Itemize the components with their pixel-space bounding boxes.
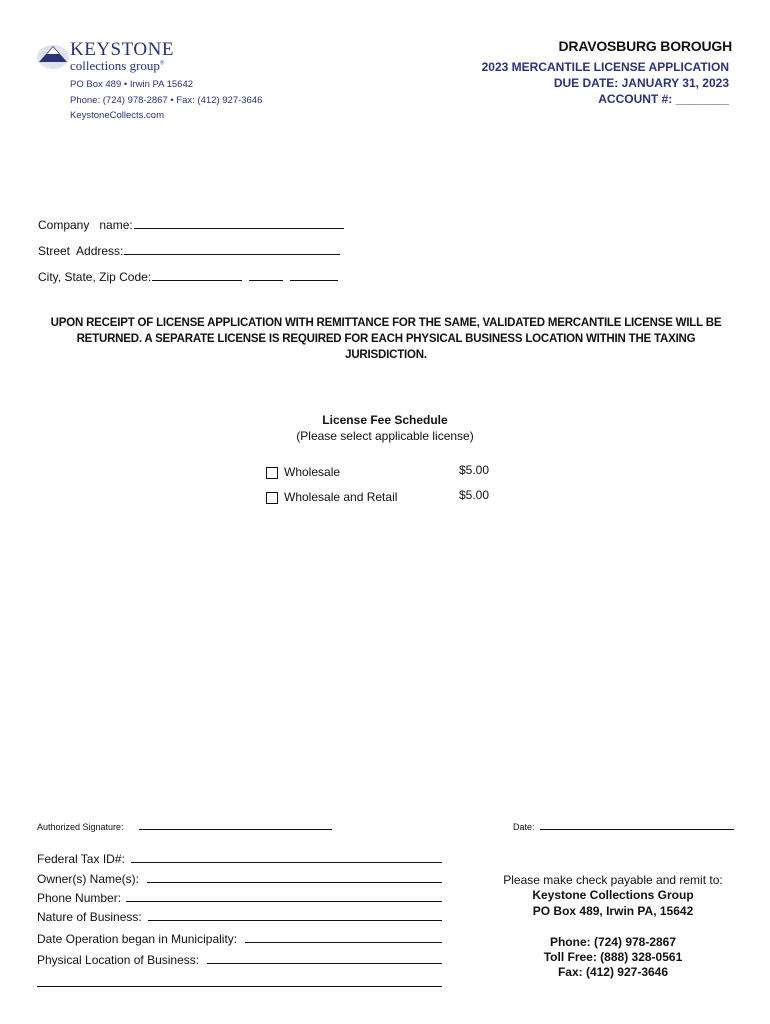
physical-location-line[interactable]	[207, 963, 442, 964]
owners-names-line[interactable]	[147, 882, 442, 883]
owners-names-label: Owner(s) Name(s):	[37, 872, 140, 886]
remit-address: PO Box 489, Irwin PA, 15642	[532, 904, 694, 918]
remit-toll-free: Toll Free: (888) 328-0561	[543, 950, 683, 964]
sender-address: PO Box 489 • Irwin PA 15642	[70, 79, 194, 90]
logo-brand-text: KEYSTONE	[70, 39, 174, 60]
phone-number-label: Phone Number:	[37, 891, 122, 905]
authorized-signature-label: Authorized Signature:	[37, 822, 124, 832]
physical-location-label: Physical Location of Business:	[37, 953, 200, 967]
nature-of-business-label: Nature of Business:	[37, 910, 142, 924]
city-state-zip-field[interactable]	[38, 268, 338, 284]
keystone-logo	[36, 38, 70, 72]
physical-location-line-2[interactable]	[37, 986, 442, 987]
remit-intro: Please make check payable and remit to:	[503, 873, 723, 887]
date-label: Date:	[513, 822, 535, 832]
company-name-line[interactable]	[134, 216, 344, 229]
date-operation-began-label: Date Operation began in Municipality:	[37, 932, 238, 946]
wholesale-retail-checkbox[interactable]	[266, 492, 278, 504]
federal-tax-id-line[interactable]	[131, 862, 442, 863]
sender-phone-fax: Phone: (724) 978-2867 • Fax: (412) 927-3646	[70, 95, 263, 106]
remittance-notice: UPON RECEIPT OF LICENSE APPLICATION WITH REMITTANCE FOR THE SAME, VALIDATED MERCANTILE LICENSE WILL BE RETURNED. A SEPARATE LICENSE IS REQUIRED FOR EACH PHYSICAL BUSINESS LOCATION WITHIN THE TAXING JURISDICTION.	[50, 317, 722, 361]
city-state-zip-label: City, State, Zip Code:	[38, 270, 152, 284]
wholesale-retail-price: $5.00	[459, 488, 490, 502]
account-number: ACCOUNT #: ________	[598, 92, 729, 106]
federal-tax-id-label: Federal Tax ID#:	[37, 852, 125, 866]
logo-sub-text: collections group®	[70, 58, 165, 73]
remit-fax: Fax: (412) 927-3646	[557, 965, 669, 979]
fee-schedule-title: License Fee Schedule	[322, 413, 448, 427]
sender-website: KeystoneCollects.com	[70, 110, 164, 121]
wholesale-checkbox[interactable]	[266, 467, 278, 479]
fee-schedule-subtitle: (Please select applicable license)	[296, 429, 474, 443]
street-address-field[interactable]	[38, 242, 340, 258]
jurisdiction-title: DRAVOSBURG BOROUGH	[558, 38, 732, 54]
remit-phone: Phone: (724) 978-2867	[549, 935, 677, 949]
date-line[interactable]	[540, 829, 734, 830]
city-line[interactable]	[152, 268, 242, 281]
street-address-label: Street Address:	[38, 244, 124, 258]
date-operation-began-line[interactable]	[245, 942, 442, 943]
company-name-field[interactable]	[38, 216, 344, 232]
remit-name: Keystone Collections Group	[532, 888, 694, 902]
authorized-signature-line[interactable]	[139, 829, 332, 830]
phone-number-line[interactable]	[126, 901, 442, 902]
form-title: 2023 MERCANTILE LICENSE APPLICATION	[481, 60, 729, 74]
due-date: DUE DATE: JANUARY 31, 2023	[553, 76, 729, 90]
wholesale-label: Wholesale	[284, 465, 341, 479]
nature-of-business-line[interactable]	[148, 920, 442, 921]
state-line[interactable]	[249, 268, 283, 281]
wholesale-price: $5.00	[459, 463, 490, 477]
keystone-logo-icon	[36, 38, 70, 72]
company-name-label: Company name:	[38, 218, 133, 232]
zip-line[interactable]	[290, 268, 338, 281]
street-address-line[interactable]	[124, 242, 340, 255]
wholesale-retail-label: Wholesale and Retail	[284, 490, 398, 504]
